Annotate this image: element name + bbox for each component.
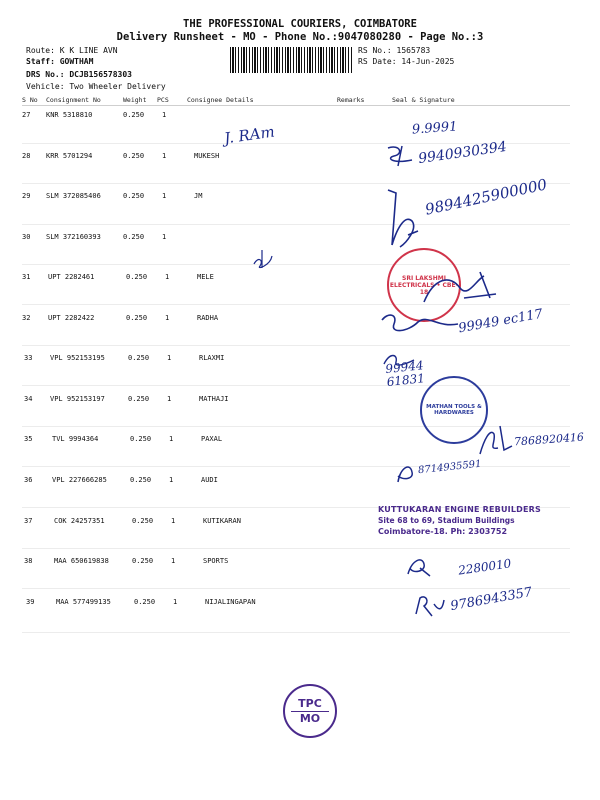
row-weight: 0.250 <box>130 476 152 484</box>
runsheet-subtitle: Delivery Runsheet - MO - Phone No.:9047080280 - Page No.:3 <box>116 31 484 43</box>
row-pcs: 1 <box>162 192 167 200</box>
row-sno: 28 <box>22 152 31 160</box>
row-pcs: 1 <box>169 476 174 484</box>
row-weight: 0.250 <box>123 192 145 200</box>
row-pcs: 1 <box>165 273 170 281</box>
row-weight: 0.250 <box>128 395 150 403</box>
purple-stamp-line3: Coimbatore-18. Ph: 2303752 <box>378 527 508 536</box>
purple-stamp-line2: Site 68 to 69, Stadium Buildings <box>378 516 515 525</box>
row-consignment: KNR 5318810 <box>46 111 93 119</box>
row-sno: 32 <box>22 314 31 322</box>
barcode <box>230 47 352 73</box>
row-weight: 0.250 <box>132 557 154 565</box>
table-row <box>0 476 600 506</box>
row-sno: 30 <box>22 233 31 241</box>
row-sno: 33 <box>24 354 33 362</box>
table-row <box>0 273 600 303</box>
row-consignment: VPL 227666285 <box>52 476 107 484</box>
signature-scribble-row29 <box>378 185 438 255</box>
row-consignee: RLAXMI <box>199 354 225 362</box>
row-sno: 39 <box>26 598 35 606</box>
col-pcs: PCS <box>157 96 169 104</box>
row-pcs: 1 <box>162 233 167 241</box>
handwritten-signature-row33: 99944 61831 <box>384 358 426 390</box>
tpc-stamp-bottom: MO <box>299 711 321 725</box>
tpc-mo-stamp <box>283 684 337 738</box>
red-stamp-text: SRI LAKSHMI ELECTRICALS • CBE-18 <box>389 274 459 296</box>
signature-scribble-row32 <box>378 308 468 344</box>
handwritten-signature-row32: 99949 ec117 <box>457 306 544 337</box>
row-consignment: MAA 650619838 <box>54 557 109 565</box>
row-consignee: MUKESH <box>194 152 220 160</box>
row-consignee: MATHAJI <box>199 395 229 403</box>
row-consignment: UPT 2282461 <box>48 273 95 281</box>
row-pcs: 1 <box>162 152 167 160</box>
row-pcs: 1 <box>167 395 172 403</box>
row-consignment: VPL 952153195 <box>50 354 105 362</box>
row-consignment: MAA 577499135 <box>56 598 111 606</box>
row-pcs: 1 <box>165 314 170 322</box>
row-sno: 34 <box>24 395 33 403</box>
row-pcs: 1 <box>171 517 176 525</box>
header-divider <box>22 105 570 106</box>
row-pcs: 1 <box>173 598 178 606</box>
row-consignee: KUTIKARAN <box>203 517 241 525</box>
row-consignment: SLM 372160393 <box>46 233 101 241</box>
row-weight: 0.250 <box>123 152 145 160</box>
col-sno: S No <box>22 96 38 104</box>
row-sno: 29 <box>22 192 31 200</box>
handwritten-signature-row29: 9894425900000 <box>423 175 549 219</box>
row-sno: 31 <box>22 273 31 281</box>
row-consignment: UPT 2282422 <box>48 314 95 322</box>
tpc-stamp-top: TPC <box>298 696 322 710</box>
row-consignment: COK 24257351 <box>54 517 105 525</box>
row-weight: 0.250 <box>134 598 156 606</box>
blue-stamp-text: MATHAN TOOLS & HARDWARES <box>426 404 482 416</box>
staff-label: Staff: GOWTHAM <box>26 57 94 66</box>
row-consignment: SLM 372085406 <box>46 192 101 200</box>
company-title: THE PROFESSIONAL COURIERS, COIMBATORE <box>183 18 417 30</box>
signature-scribble-row31 <box>420 268 500 310</box>
row-consignee: PAXAL <box>201 435 223 443</box>
signature-scribble-row38 <box>404 554 434 580</box>
vehicle-label: Vehicle: Two Wheeler Delivery <box>26 82 166 91</box>
table-row <box>0 354 600 384</box>
row-pcs: 1 <box>171 557 176 565</box>
row-consignee: SPORTS <box>203 557 229 565</box>
col-consignee: Consignee Details <box>187 96 254 104</box>
row-pcs: 1 <box>162 111 167 119</box>
rs-date: RS Date: 14-Jun-2025 <box>358 57 455 66</box>
signature-scribble-row35 <box>474 420 514 460</box>
row-consignee: AUDI <box>201 476 218 484</box>
row-sno: 38 <box>24 557 33 565</box>
drs-number: DRS No.: DCJB156578303 <box>26 70 132 79</box>
handwritten-name-row27: J. RAm <box>222 122 276 148</box>
table-row <box>0 233 600 263</box>
col-remarks: Remarks <box>337 96 365 104</box>
col-weight: Weight <box>123 96 147 104</box>
handwritten-signature-row27: 9.9991 <box>411 119 458 138</box>
row-pcs: 1 <box>167 354 172 362</box>
row-weight: 0.250 <box>126 273 148 281</box>
handwritten-signature-row39: 9786943357 <box>449 584 534 615</box>
signature-scribble-row39 <box>412 592 448 620</box>
row-weight: 0.250 <box>123 111 145 119</box>
col-consignment: Consignment No <box>46 96 101 104</box>
row-weight: 0.250 <box>123 233 145 241</box>
purple-rect-stamp <box>378 505 553 536</box>
row-weight: 0.250 <box>126 314 148 322</box>
row-weight: 0.250 <box>130 435 152 443</box>
row-weight: 0.250 <box>128 354 150 362</box>
signature-scribble-row28 <box>382 140 422 170</box>
handwritten-signature-row38: 2280010 <box>457 556 513 578</box>
handwritten-signature-row36: 8714935591 <box>417 458 483 477</box>
row-consignee: MELE <box>197 273 214 281</box>
row-sno: 27 <box>22 111 31 119</box>
route-label: Route: K K LINE AVN <box>26 46 118 55</box>
row-consignment: TVL 9994364 <box>52 435 99 443</box>
rs-number: RS No.: 1565783 <box>358 46 431 55</box>
table-row <box>0 152 600 182</box>
purple-stamp-line1: KUTTUKARAN ENGINE REBUILDERS <box>378 505 541 514</box>
row-weight: 0.250 <box>132 517 154 525</box>
row-sno: 35 <box>24 435 33 443</box>
row-consignment: VPL 952153197 <box>50 395 105 403</box>
row-consignee: JM <box>194 192 203 200</box>
mark-scribble-row31 <box>250 246 276 272</box>
col-seal: Seal & Signature <box>392 96 455 104</box>
row-consignee: RADHA <box>197 314 219 322</box>
row-sno: 36 <box>24 476 33 484</box>
row-consignee: NIJALINGAPAN <box>205 598 256 606</box>
handwritten-signature-row35: 7868920416 <box>513 430 585 449</box>
row-consignment: KRR 5701294 <box>46 152 93 160</box>
handwritten-signature-row28: 9940930394 <box>417 138 508 168</box>
table-row <box>0 111 600 141</box>
row-pcs: 1 <box>169 435 174 443</box>
row-sno: 37 <box>24 517 33 525</box>
